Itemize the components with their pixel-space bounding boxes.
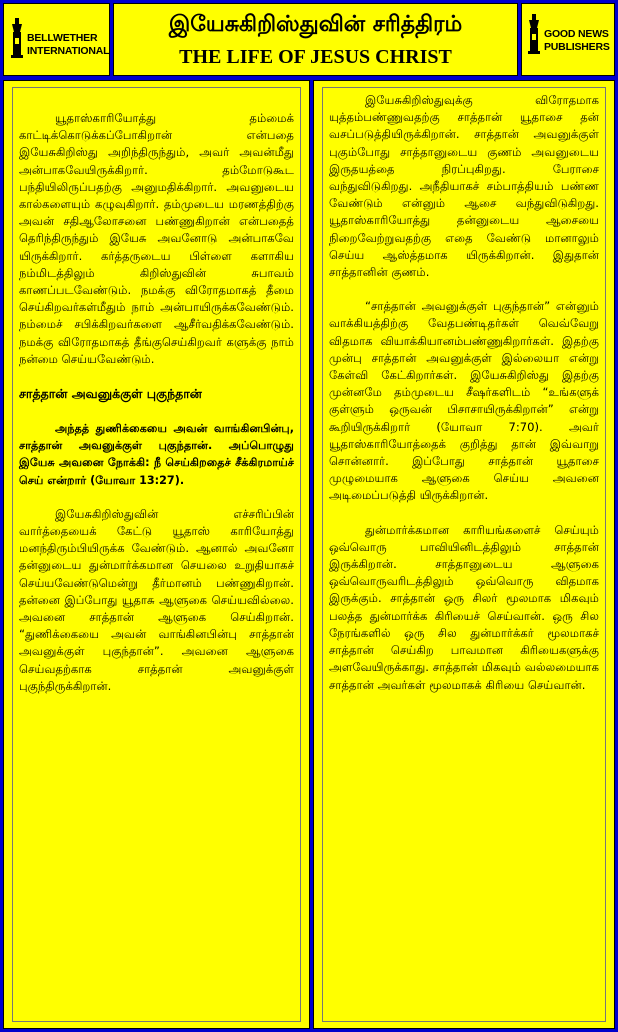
title-english: THE LIFE OF JESUS CHRIST xyxy=(179,46,452,68)
left-logo-line2: INTERNATIONAL xyxy=(27,45,110,57)
header-left-logo-box xyxy=(3,3,110,76)
right-logo-line1: GOOD NEWS xyxy=(544,28,609,40)
good-news-logo xyxy=(527,14,610,54)
right-column-frame xyxy=(322,87,606,1022)
right-column-text xyxy=(329,92,599,711)
paragraph: இயேசுகிறிஸ்துவின் எச்சரிப்பின் வார்த்தையைக் கேட்டு யூதாஸ் காரியோத்து மனந்திரும்பியிருக்க வேண்டும். ஆனால் அவனோ தன்னுடைய துன்மார்க்கமான செயலை உறுதியாகச் செய்யவேண்டுமென்று தீர்மானம் பண்ணுகிறான். தன்னை இப்போது யூதாசு ஆளுகை செய்யவில்லை. அவனை சாத்தான் ஆளுகை செய்கிறான். “துணிக்கையை அவன் வாங்கினபின்பு சாத்தான் அவனுக்குள் புகுந்தான்”. அவனை ஆளுகை செய்வதற்காக சாத்தான் அவனுக்குள் புகுந்திருக்கிறான். xyxy=(19,506,294,693)
bell-tower-icon xyxy=(10,18,24,58)
right-logo-line2: PUBLISHERS xyxy=(544,41,610,53)
paragraph: துன்மார்க்கமான காரியங்களைச் செய்யும் ஒவ்வொரு பாவியினிடத்திலும் சாத்தான் இருக்கிறான். சாத்தானுடைய ஆளுகை ஒவ்வொருவரிடத்திலும் ஒவ்வொரு விதமாக இருக்கும். சாத்தான் ஒரு சிலர் மூலமாக மிகவும் பலத்த துன்மார்க்க கிரியைச் செய்வான். ஒரு சில நேரங்களில் ஒரு சில துன்மார்க்கர் மூலமாகச் சாத்தான் செய்கிற பாவமான கிரியைகளுக்கு அளவேயிருக்காது. சாத்தான் மிகவும் வல்லமையாக சாத்தான் அவர்கள் மூலமாகக் கிரியை செய்வான். xyxy=(329,522,599,692)
left-column xyxy=(3,80,310,1029)
left-logo-line1: BELLWETHER xyxy=(27,32,98,44)
paragraph: இயேசுகிறிஸ்துவுக்கு விரோதமாக யுத்தம்பண்ணுவதற்கு சாத்தான் யூதாசை தன் வசப்படுத்தியிருக்கிறான். சாத்தான் அவனுக்குள் புகும்போது சாத்தானுடைய குணம் அவனுடைய இருதயத்தை நிரப்புகிறது. பேராசை வந்துவிடுகிறது. அநீதியாகச் சம்பாத்தியம் பண்ண வேண்டும் என்னும் ஆசை வந்துவிடுகிறது. யூதாஸ்காரியோத்து தன்னுடைய ஆசையை நிறைவேற்றுவதற்கு எதை வேண்டு மானாலும் செய்ய ஆஸ்த்தமாக யிருக்கிறான். இதுதான் சாத்தானின் குணம். xyxy=(329,93,599,280)
bellwether-logo xyxy=(10,18,109,58)
paragraph: யூதாஸ்காரியோத்து தம்மைக் காட்டிக்கொடுக்கப்போகிறான் என்பதை இயேசுகிறிஸ்து அறிந்திருந்தும், அவர் அவன்மீது அன்பாகவேயிருக்கிறார். தம்மோடுகூட பந்தியிலிருப்பதற்கு அனுமதிக்கிறார். அவனுடைய கால்களையும் கழுவுகிறார். தம்முடைய மரணத்திற்கு அவன் சதிஆலோசனை பண்ணுகிறான் என்பதைத் தெரிந்திருந்தும் இயேசு அவனோடு அன்பாகவே யிருக்கிறார். கர்த்தருடைய பிள்ளை களாகிய நம்மிடத்திலும் கிறிஸ்துவின் சுபாவம் காணப்படவேண்டும். நமக்கு விரோதமாகத் தீமை செய்கிறவர்கள்மீதும் நாம் அன்பாயிருக்கவேண்டும். நம்மைச் சபிக்கிறவர்களை ஆசீர்வதிக்கவேண்டும். நமக்கு விரோதமாகத் தீங்குசெய்கிறவர் களுக்கு நாம் நன்மை செய்யவேண்டும். xyxy=(19,111,294,366)
paragraph: “சாத்தான் அவனுக்குள் புகுந்தான்” என்னும் வாக்கியத்திற்கு வேதபண்டிதர்கள் வெவ்வேறு விதமாக வியாக்கியானம்பண்ணுகிறார்கள். இதற்கு முன்பு சாத்தான் அவனுக்குள் இல்லையா என்று கேள்வி கேட்கிறார்கள். இயேசுகிறிஸ்து இதற்கு முன்னமே தம்முடைய சீஷர்களிடம் “உங்களுக் குள்ளும் ஒருவன் பிசாசாயிருக்கிறான்” என்று கூறியிருக்கிறார் (யோவா 7:70). அவர் யூதாஸ்காரியோத்தைக் குறித்து தான் இவ்வாறு சொன்னார். இப்போது சாத்தான் யூதாசை முழுமையாக ஆளுகை செய்ய அவனை அடிமைப்படுத்தி யிருக்கிறான். xyxy=(329,299,599,503)
header-right-logo-box xyxy=(521,3,615,76)
section-heading: சாத்தான் அவனுக்குள் புகுந்தான் xyxy=(19,386,202,402)
bell-tower-icon xyxy=(527,14,541,54)
right-column xyxy=(313,80,615,1029)
left-column-text xyxy=(19,110,294,712)
title-tamil: இயேசுகிறிஸ்துவின் சரித்திரம் xyxy=(168,12,463,37)
left-column-frame xyxy=(12,87,301,1022)
scripture-verse: அந்தத் துணிக்கையை அவன் வாங்கினபின்பு, சாத்தான் அவனுக்குள் புகுந்தான். அப்பொழுது இயேசு அவனை நோக்கி: நீ செய்கிறதைச் சீக்கிரமாய்ச் செய் என்றார் (யோவா 13:27). xyxy=(19,422,294,487)
header-title-box xyxy=(113,3,518,76)
